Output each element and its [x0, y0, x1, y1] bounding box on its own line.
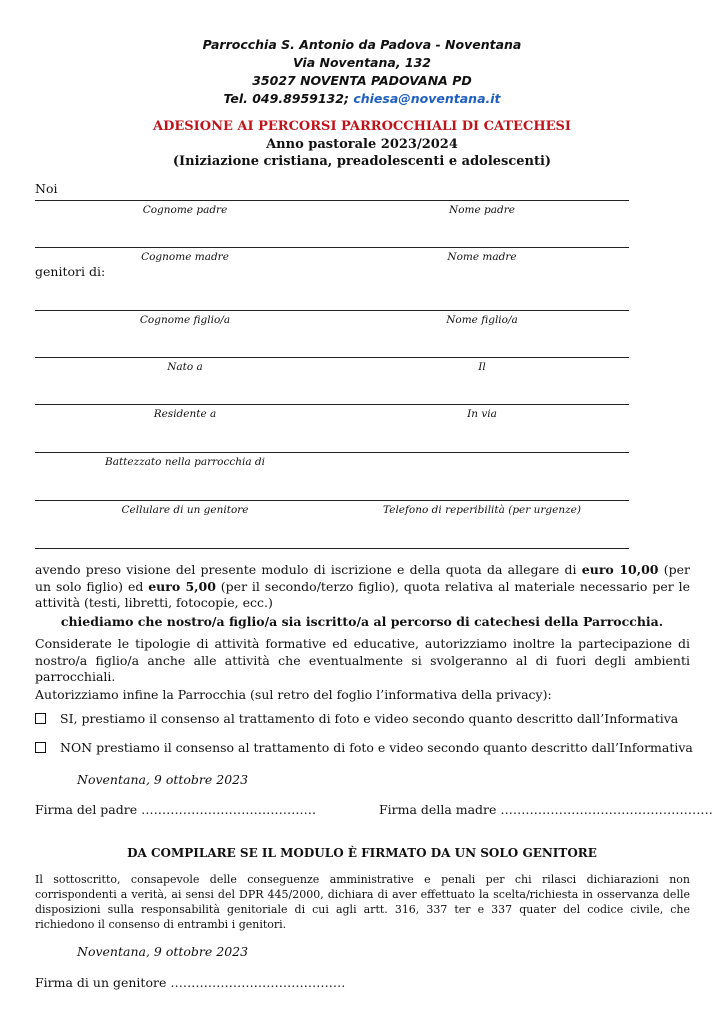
parent-signature-field[interactable]: Firma di un genitore …………………………………… — [35, 975, 346, 990]
pastoral-year: Anno pastorale 2023/2024 — [266, 137, 458, 152]
child-name-field[interactable] — [35, 310, 629, 311]
parish-phone: Tel. 049.8959132; — [223, 91, 354, 106]
cognome-madre-label: Cognome madre — [141, 251, 229, 263]
fee-amount-first: euro 10,00 — [581, 562, 659, 577]
in-via-label: In via — [467, 408, 497, 420]
cognome-padre-label: Cognome padre — [142, 204, 228, 216]
phone-values-field[interactable] — [35, 548, 629, 549]
nato-a-label: Nato a — [167, 361, 203, 373]
nome-figlio-label: Nome figlio/a — [446, 314, 518, 326]
telefono-label: Telefono di reperibilità (per urgenze) — [383, 504, 581, 516]
fee-amount-second: euro 5,00 — [148, 578, 216, 594]
consent-yes-checkbox[interactable] — [35, 713, 46, 724]
il-label: Il — [478, 361, 486, 373]
nome-padre-label: Nome padre — [449, 204, 515, 216]
baptism-field[interactable] — [35, 452, 629, 453]
single-parent-declaration: Il sottoscritto, consapevole delle conseguenze amministrative e penali per chi rilasci dichiarazioni non corrispondenti a verità, ai sensi del DPR 445/2000, dichiara di aver effettuato la scelta/richiesta in osservanza delle disposizioni sulla responsabilità genitoriale di cui agli artt. 316, 337 ter e 337 quater del codice civile, che richiedono il consenso di entrambi i genitori. — [35, 873, 690, 931]
noi-label: Noi — [35, 181, 58, 196]
parish-name: Parrocchia S. Antonio da Padova - Noventana — [202, 37, 522, 52]
single-parent-date: Noventana, 9 ottobre 2023 — [77, 944, 249, 959]
nome-madre-label: Nome madre — [447, 251, 517, 263]
fee-text-3: (per il secondo/terzo figlio), quota relativa al materiale necessario per le attività (testi, libretti, fotocopie, ecc.) — [35, 578, 690, 610]
parents-mother-field[interactable] — [35, 247, 629, 248]
battezzato-label: Battezzato nella parrocchia di — [104, 456, 266, 468]
consent-yes-label: SI, prestiamo il consenso al trattamento di foto e video secondo quanto descritto dall’Informativa — [60, 711, 679, 726]
fee-text-2: (per un solo figlio) ed — [35, 562, 690, 594]
consent-yes-option[interactable] — [35, 710, 705, 727]
consent-no-option[interactable] — [35, 739, 705, 756]
document-title: ADESIONE AI PERCORSI PARROCCHIALI DI CATECHESI — [153, 119, 571, 134]
residente-a-label: Residente a — [153, 408, 217, 420]
fee-paragraph — [35, 562, 690, 612]
residence-field[interactable] — [35, 404, 629, 405]
phone-field[interactable] — [35, 500, 629, 501]
mother-signature-field[interactable]: Firma della madre …………………………………………… — [379, 802, 713, 817]
consent-no-checkbox[interactable] — [35, 742, 46, 753]
cognome-figlio-label: Cognome figlio/a — [139, 314, 231, 326]
document-subtitle: (Iniziazione cristiana, preadolescenti e adolescenti) — [172, 154, 552, 169]
fee-text-1: avendo preso visione del presente modulo di iscrizione e della quota da allegare di — [35, 562, 582, 577]
birth-field[interactable] — [35, 357, 629, 358]
authorization-paragraph: Considerate le tipologie di attività formative ed educative, autorizziamo inoltre la partecipazione di nostro/a figlio/a anche alle attività che eventualmente si svolgeranno al di fuori degli ambienti parrocchiali. — [35, 636, 690, 684]
father-signature-field[interactable]: Firma del padre …………………………………… — [35, 802, 317, 817]
privacy-paragraph: Autorizziamo infine la Parrocchia (sul retro del foglio l’informativa della privacy): — [35, 687, 552, 702]
parish-email-link[interactable]: chiesa@noventana.it — [353, 91, 501, 106]
parish-contacts — [0, 90, 724, 108]
parents-father-field[interactable] — [35, 200, 629, 201]
genitori-di-label: genitori di: — [35, 264, 106, 279]
cellulare-label: Cellulare di un genitore — [121, 504, 249, 516]
signature-date: Noventana, 9 ottobre 2023 — [77, 772, 249, 787]
parish-city: 35027 NOVENTA PADOVANA PD — [252, 73, 472, 88]
consent-no-label: NON prestiamo il consenso al trattamento di foto e video secondo quanto descritto dall’Informativa — [60, 740, 693, 755]
single-parent-heading: DA COMPILARE SE IL MODULO È FIRMATO DA UN SOLO GENITORE — [127, 846, 597, 860]
enrollment-request: chiediamo che nostro/a figlio/a sia iscritto/a al percorso di catechesi della Parrocchia. — [60, 614, 664, 629]
parish-address: Via Noventana, 132 — [292, 55, 432, 70]
